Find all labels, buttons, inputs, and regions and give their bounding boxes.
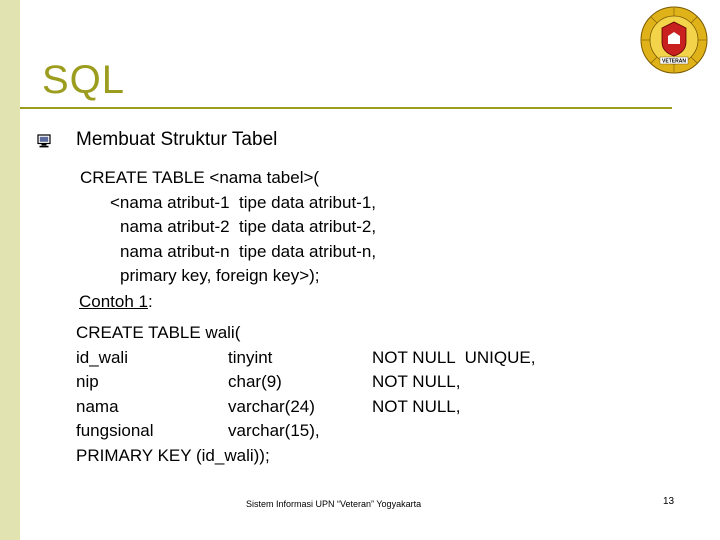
code-row-constraint: NOT NULL, [372, 396, 461, 416]
syntax-line-2: <nama atribut-1 tipe data atribut-1, [110, 192, 377, 212]
syntax-line-1: CREATE TABLE <nama tabel>( [80, 168, 320, 187]
example-label-colon: : [148, 292, 153, 311]
syntax-line-5: primary key, foreign key>); [120, 266, 320, 285]
title-divider [20, 107, 672, 109]
code-row-constraint: NOT NULL UNIQUE, [372, 347, 536, 367]
left-sidebar-bar [0, 0, 20, 540]
syntax-line-4: nama atribut-n tipe data atribut-n, [120, 241, 377, 261]
code-primary-key-line: PRIMARY KEY (id_wali)); [76, 445, 270, 465]
page-number: 13 [663, 496, 675, 507]
code-row-type: varchar(15), [228, 421, 320, 440]
university-seal-logo [640, 6, 708, 74]
code-row-name: nama [76, 396, 119, 416]
code-row-type: tinyint [228, 347, 273, 367]
code-create-line: CREATE TABLE wali( [76, 323, 241, 342]
computer-monitor-icon [37, 134, 51, 148]
syntax-line-3: nama atribut-2 tipe data atribut-2, [120, 217, 377, 236]
code-row-name: nip [76, 372, 99, 391]
code-row-type: varchar(24) [228, 396, 315, 416]
example-label [79, 290, 153, 314]
section-heading: Membuat Struktur Tabel [76, 129, 278, 150]
footer-text: Sistem Informasi UPN “Veteran” Yogyakarta [246, 499, 422, 509]
example-label-text: Contoh 1 [79, 292, 148, 311]
code-row-constraint: NOT NULL, [372, 372, 461, 391]
code-row-type: char(9) [228, 372, 282, 391]
slide-title: SQL [42, 58, 126, 102]
code-row-name: id_wali [76, 347, 128, 367]
logo-veteran-text: VETERAN [662, 58, 686, 65]
code-row-name: fungsional [76, 421, 154, 440]
